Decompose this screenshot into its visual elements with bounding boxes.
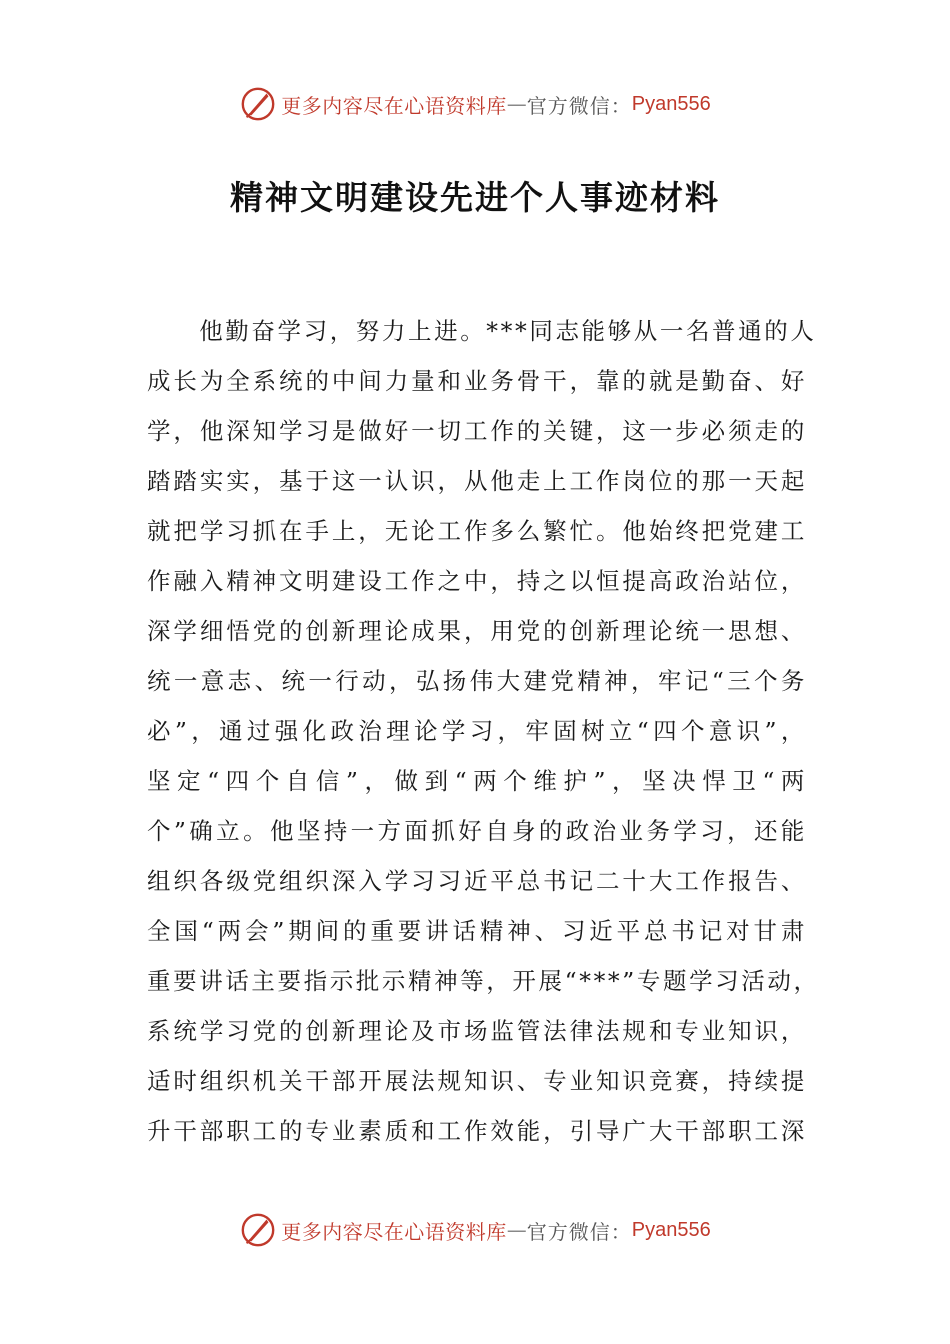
- body-line: 坚定“四个自信”，做到“两个维护”，坚决悍卫“两: [147, 767, 807, 795]
- body-line: 学，他深知学习是做好一切工作的关键，这一步必须走的: [147, 417, 807, 445]
- body-line: 全国“两会”期间的重要讲话精神、习近平总书记对甘肃: [147, 917, 807, 945]
- body-line: 成长为全系统的中间力量和业务骨干，靠的就是勤奋、好: [147, 367, 807, 395]
- footer-watermark-banner: [0, 1208, 950, 1252]
- body-line: 个”确立。他坚持一方面抓好自身的政治业务学习，还能: [147, 817, 807, 845]
- banner-separator: —: [506, 1218, 527, 1242]
- body-line: 适时组织机关干部开展法规知识、专业知识竞赛，持续提: [147, 1067, 807, 1095]
- body-line: 他勤奋学习，努力上进。***同志能够从一名普通的人: [147, 317, 817, 345]
- header-watermark-banner: [0, 82, 950, 126]
- body-line: 作融入精神文明建设工作之中，持之以恒提高政治站位，: [147, 567, 807, 595]
- banner-wechat-id: Pyan556: [631, 1218, 711, 1241]
- banner-wechat-label: 官方微信：: [526, 93, 632, 118]
- banner-brand-text: 更多内容尽在心语资料库: [281, 93, 507, 118]
- banner-wechat-label: 官方微信：: [526, 1219, 632, 1244]
- document-body: [147, 306, 820, 1156]
- quill-logo-icon: [239, 1211, 277, 1249]
- body-line: 必”，通过强化政治理论学习，牢固树立“四个意识”，: [147, 717, 807, 745]
- document-title: 精神文明建设先进个人事迹材料: [230, 178, 720, 217]
- body-line: 系统学习党的创新理论及市场监管法律法规和专业知识，: [147, 1017, 807, 1045]
- body-line: 统一意志、统一行动，弘扬伟大建党精神，牢记“三个务: [147, 667, 807, 695]
- body-line: 升干部职工的专业素质和工作效能，引导广大干部职工深: [147, 1117, 807, 1145]
- body-line: 踏踏实实，基于这一认识，从他走上工作岗位的那一天起: [147, 467, 807, 495]
- body-line: 深学细悟党的创新理论成果，用党的创新理论统一思想、: [147, 617, 807, 645]
- body-line: 重要讲话主要指示批示精神等，开展“***”专题学习活动，: [147, 967, 820, 995]
- banner-separator: —: [506, 92, 527, 116]
- quill-logo-icon: [239, 85, 277, 123]
- banner-brand-text: 更多内容尽在心语资料库: [281, 1219, 507, 1244]
- body-line: 就把学习抓在手上，无论工作多么繁忙。他始终把党建工: [147, 517, 807, 545]
- banner-wechat-id: Pyan556: [631, 92, 711, 115]
- body-line: 组织各级党组织深入学习习近平总书记二十大工作报告、: [147, 867, 807, 895]
